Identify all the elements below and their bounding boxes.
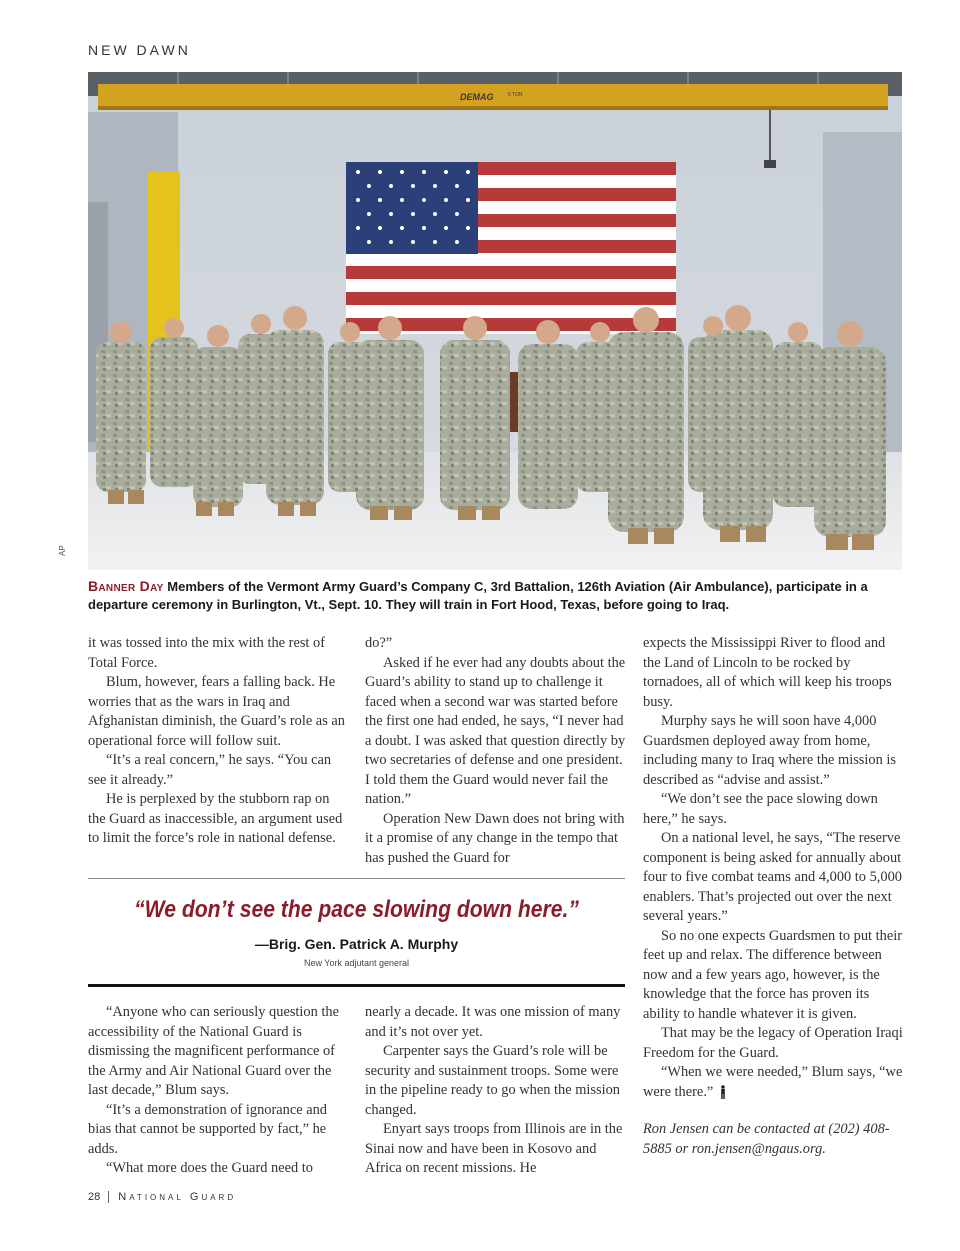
pull-quote: “We don’t see the pace slowing down here.” bbox=[134, 896, 579, 923]
paragraph: Carpenter says the Guard’s role will be security and sustainment troops. Some were in the pipeline ready to go when the mission changed. bbox=[365, 1043, 620, 1118]
crane-capacity-text: 5 TON bbox=[508, 92, 523, 98]
paragraph: So no one expects Guardsmen to put their feet up and relax. The difference between now and a few years ago, however, is the knowledge that the force has proven its ability to handle whatever it is given. bbox=[643, 927, 902, 1022]
pull-quote-attribution: —Brig. Gen. Patrick A. Murphy bbox=[254, 936, 459, 952]
article-column-1-top bbox=[88, 634, 350, 849]
crane-brand-text: DEMAG bbox=[460, 92, 494, 102]
pull-quote-bottom-rule bbox=[88, 984, 625, 987]
article-column-3 bbox=[643, 634, 905, 1159]
pull-quote-top-rule bbox=[88, 878, 625, 879]
pull-quote-title: New York adjutant general bbox=[303, 958, 410, 968]
paragraph: “We don’t see the pace slowing down here,” he says. bbox=[643, 791, 878, 827]
article-column-1-bottom bbox=[88, 1003, 350, 1179]
ceremony-photo bbox=[88, 72, 902, 570]
paragraph: Enyart says troops from Illinois are in the Sinai now and have been in Kosovo and Africa on recent missions. He bbox=[365, 1121, 623, 1176]
section-header: NEW DAWN bbox=[88, 42, 191, 58]
paragraph: Murphy says he will soon have 4,000 Guardsmen deployed away from home, including many to Iraq where the mission is described as “advise and assist.” bbox=[643, 713, 896, 788]
photo-credit: AP bbox=[58, 545, 67, 556]
paragraph: do?” bbox=[365, 635, 393, 651]
article-column-2-bottom bbox=[365, 1003, 627, 1179]
paragraph: “What more does the Guard need to bbox=[106, 1160, 313, 1176]
paragraph: That may be the legacy of Operation Iraqi Freedom for the Guard. bbox=[643, 1025, 903, 1061]
paragraph: expects the Mississippi River to flood and the Land of Lincoln to be rocked by tornadoes, all of which will keep his troops busy. bbox=[643, 635, 892, 710]
caption-text: Members of the Vermont Army Guard’s Company C, 3rd Battalion, 126th Aviation (Air Ambulance), participate in a departure ceremony in Burlington, Vt., Sept. 10. They will train in Fort Hood, Texas, before going to Iraq. bbox=[88, 579, 868, 612]
paragraph: nearly a decade. It was one mission of many and it’s not over yet. bbox=[365, 1004, 621, 1040]
soldier-end-mark-icon bbox=[719, 1085, 727, 1099]
paragraph: On a national level, he says, “The reserve component is being asked for annually about four to five combat teams and 4,000 to 5,000 enablers. That’s projected out over the next several years.” bbox=[643, 830, 902, 924]
final-paragraph-text: “When we were needed,” Blum says, “we were there.” bbox=[643, 1064, 903, 1100]
magazine-name: National Guard bbox=[118, 1191, 237, 1203]
article-column-2-top bbox=[365, 634, 627, 868]
photo-caption bbox=[88, 577, 902, 614]
caption-kicker: Banner Day bbox=[88, 578, 164, 594]
paragraph-final bbox=[643, 1063, 905, 1102]
paragraph: Operation New Dawn does not bring with it a promise of any change in the tempo that has pushed the Guard for bbox=[365, 810, 625, 866]
paragraph: “Anyone who can seriously question the accessibility of the National Guard is dismissing the magnificent performance of the Army and Air National Guard over the last decade,” Blum says. bbox=[88, 1004, 339, 1098]
paragraph: “It’s a real concern,” he says. “You can see it already.” bbox=[88, 752, 332, 788]
paragraph: it was tossed into the mix with the rest of Total Force. bbox=[88, 635, 326, 671]
paragraph: He is perplexed by the stubborn rap on the Guard as inaccessible, an argument used to limit the force’s role in national defense. bbox=[88, 791, 343, 846]
paragraph: Blum, however, fears a falling back. He worries that as the wars in Iraq and Afghanistan diminish, the Guard’s role as an operational force will follow suit. bbox=[88, 674, 345, 749]
page-footer bbox=[88, 1191, 236, 1203]
paragraph: “It’s a demonstration of ignorance and bias that cannot be supported by fact,” he adds. bbox=[88, 1101, 327, 1157]
american-flag-icon bbox=[346, 162, 676, 334]
paragraph: Asked if he ever had any doubts about the Guard’s ability to stand up to challenge it faced when a second war was started before the first one had ended, he says, “I never had a doubt. I was asked that question directly by two secretaries of defense and one president. I told them the Guard would never fail the nation.” bbox=[365, 654, 626, 807]
author-contact: Ron Jensen can be contacted at (202) 408-5885 or ron.jensen@ngaus.org. bbox=[643, 1121, 890, 1157]
page-number: 28 bbox=[88, 1191, 109, 1203]
